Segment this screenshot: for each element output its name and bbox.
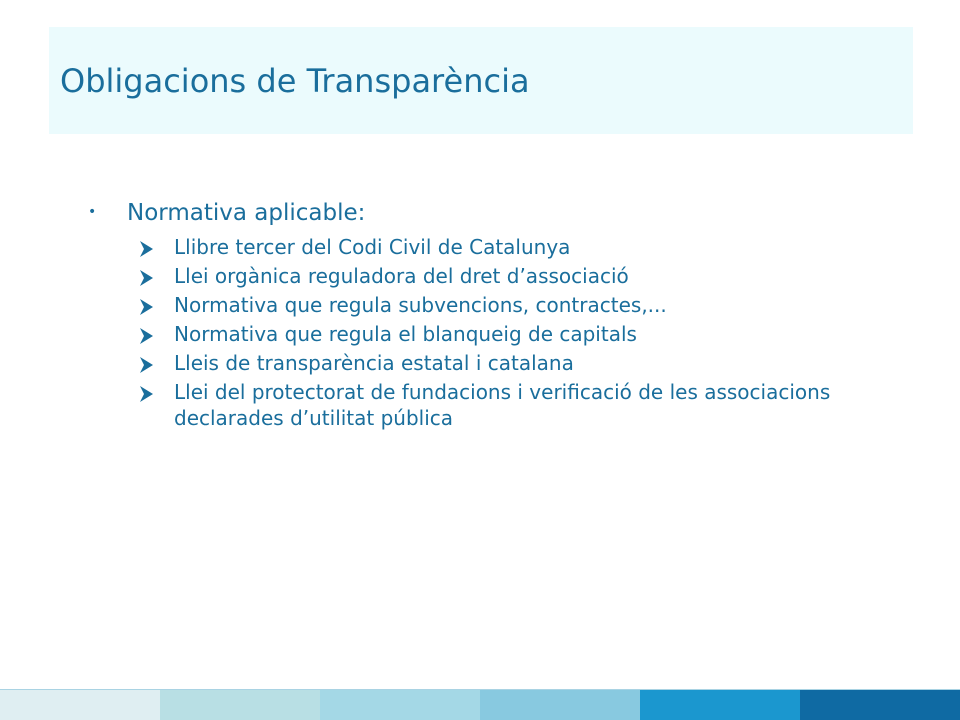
sub-list-item	[88, 263, 888, 289]
sub-list-item-text: Normativa que regula subvencions, contractes,...	[174, 293, 667, 317]
arrowhead-bullet-icon	[138, 325, 156, 347]
arrowhead-bullet-icon	[138, 354, 156, 376]
sub-list-item-text: Lleis de transparència estatal i catalana	[174, 351, 574, 375]
sub-list-item-text: Llei del protectorat de fundacions i verificació de les associacions declarades d’utilitat pública	[174, 380, 831, 430]
arrowhead-bullet-icon	[138, 238, 156, 260]
footer-bar	[0, 690, 960, 720]
arrowhead-bullet-icon	[138, 383, 156, 405]
sub-list-item-text: Llibre tercer del Codi Civil de Catalunya	[174, 235, 571, 259]
footer-segment	[320, 690, 480, 720]
footer-segment	[800, 690, 960, 720]
title-band	[49, 27, 913, 134]
slide-title: Obligacions de Transparència	[60, 62, 530, 100]
sub-list-item-text: Normativa que regula el blanqueig de capitals	[174, 322, 637, 346]
sub-list-item	[88, 379, 888, 431]
bullet-item	[88, 195, 888, 231]
footer-segment	[160, 690, 320, 720]
sub-list-item	[88, 292, 888, 318]
footer-segment	[480, 690, 640, 720]
sub-list-item	[88, 234, 888, 260]
sub-list	[88, 234, 888, 431]
sub-list-item-text: Llei orgànica reguladora del dret d’associació	[174, 264, 629, 288]
slide-content	[88, 195, 888, 434]
sub-list-item	[88, 350, 888, 376]
sub-list-item	[88, 321, 888, 347]
bullet-text: Normativa aplicable:	[127, 200, 366, 226]
arrowhead-bullet-icon	[138, 296, 156, 318]
bullet-dot-icon: •	[88, 204, 97, 220]
footer-segment	[0, 690, 160, 720]
footer-segment	[640, 690, 800, 720]
arrowhead-bullet-icon	[138, 267, 156, 289]
